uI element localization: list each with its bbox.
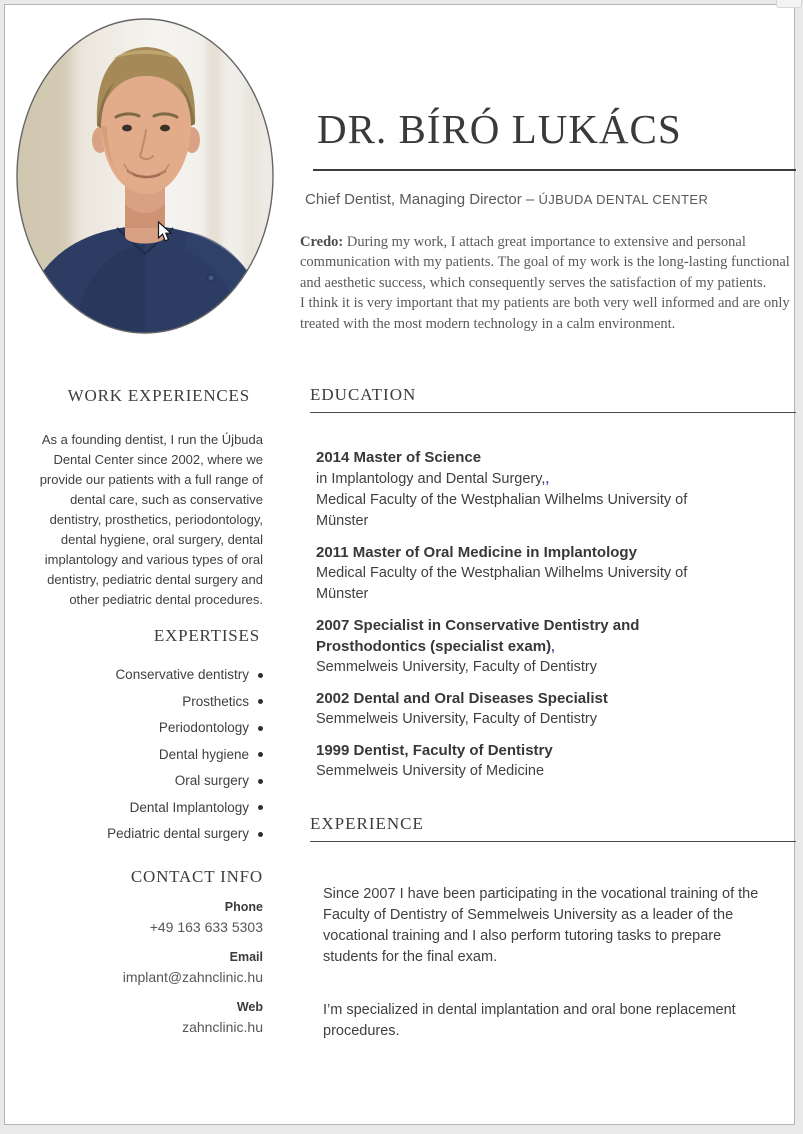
expertise-item bbox=[17, 746, 263, 764]
education-entry bbox=[316, 615, 734, 678]
credo-text-2: I think it is very important that my patients are both very well informed and are only treated with the most modern technology in a calm environment. bbox=[300, 295, 790, 332]
education-entries bbox=[310, 447, 734, 782]
expertise-label: Oral surgery bbox=[174, 773, 249, 788]
experience-divider bbox=[310, 841, 796, 842]
expertise-label: Pediatric dental surgery bbox=[107, 826, 249, 841]
bullet-icon bbox=[258, 673, 263, 678]
expertise-item bbox=[17, 666, 263, 684]
education-entry-detail: Semmelweis University, Faculty of Dentistry bbox=[316, 711, 597, 727]
experience-paragraph: Since 2007 I have been participating in the vocational training of the Faculty of Dentistry of Semmelweis University as a leader of the vocational training and I also perform tutoring tasks to prepare students for the final exam. bbox=[323, 886, 759, 965]
education-divider bbox=[310, 412, 796, 413]
title-divider bbox=[313, 169, 796, 171]
expertise-item bbox=[17, 719, 263, 737]
expertise-label: Dental hygiene bbox=[158, 746, 249, 762]
education-entry-detail: Semmelweis University, Faculty of Dentistry bbox=[316, 659, 597, 675]
education-entry-title: 2007 Specialist in Conservative Dentistry and Prosthodontics (specialist exam), bbox=[316, 617, 640, 655]
bullet-icon bbox=[258, 832, 263, 837]
education-entry-title: 2014 Master of Science bbox=[316, 449, 482, 466]
revision-mark-icon: , bbox=[551, 639, 555, 654]
expertises-heading: EXPERTISES bbox=[153, 626, 260, 645]
expertise-label: Periodontology bbox=[158, 720, 249, 735]
work-experiences-text: As a founding dentist, I run the Újbuda Dental Center since 2002, where we provide our patients with a full range of dental care, such as conservative dentistry, prosthetics, periodontology, dental hygiene, oral surgery, dental implantology and various types of oral dentistry, pediatric dental surgery and other pediatric dental procedures. bbox=[39, 432, 263, 607]
page-title: DR. BÍRÓ LUKÁCS bbox=[317, 106, 682, 152]
education-entry bbox=[316, 688, 734, 730]
expertise-item bbox=[17, 693, 263, 711]
contact-label: Email bbox=[229, 950, 263, 964]
expertise-item bbox=[17, 825, 263, 843]
education-entry bbox=[316, 542, 734, 605]
document-page bbox=[4, 4, 795, 1125]
bullet-icon bbox=[258, 805, 263, 810]
credo-paragraph bbox=[300, 232, 802, 334]
profile-photo bbox=[13, 14, 277, 338]
contact-list bbox=[17, 899, 263, 1039]
mouse-cursor-icon bbox=[157, 221, 174, 244]
expertise-label: Prosthetics bbox=[182, 693, 249, 709]
bullet-icon bbox=[258, 699, 263, 704]
experience-paragraphs bbox=[310, 884, 775, 1042]
education-entry-title: 1999 Dentist, Faculty of Dentistry bbox=[316, 742, 553, 759]
experience-paragraph: I’m specialized in dental implantation and oral bone replacement procedures. bbox=[323, 1002, 736, 1039]
education-entry bbox=[316, 740, 734, 782]
education-entry-title: 2002 Dental and Oral Diseases Specialist bbox=[316, 690, 608, 707]
organization-name: ÚJBUDA DENTAL CENTER bbox=[538, 192, 709, 207]
contact-value: implant@zahnclinic.hu bbox=[122, 969, 263, 985]
main-column bbox=[310, 385, 796, 1074]
contact-info-heading: CONTACT INFO bbox=[130, 867, 263, 886]
contact-label: Web bbox=[236, 1000, 263, 1014]
expertise-label: Dental Implantology bbox=[129, 799, 249, 815]
expertise-item bbox=[17, 799, 263, 817]
education-entry-detail: in Implantology and Dental Surgery,, bbox=[316, 471, 550, 487]
bullet-icon bbox=[258, 752, 263, 757]
scrollbar-corner-tab bbox=[776, 0, 802, 8]
contact-label: Phone bbox=[224, 900, 263, 914]
expertise-label: Conservative dentistry bbox=[115, 667, 249, 682]
education-entry-detail: Medical Faculty of the Westphalian Wilhelms University of Münster bbox=[316, 492, 688, 529]
education-entry-detail: Medical Faculty of the Westphalian Wilhelms University of Münster bbox=[316, 565, 688, 602]
experience-heading: EXPERIENCE bbox=[310, 814, 424, 833]
education-entry bbox=[316, 447, 734, 532]
credo-text-1: During my work, I attach great importance to extensive and personal communication with my patients. The goal of my work is the long-lasting functional and aesthetic success, which consequently serves the satisfaction of my patients. bbox=[300, 234, 790, 291]
sidebar bbox=[17, 386, 263, 1043]
contact-value: +49 163 633 5303 bbox=[149, 919, 263, 935]
education-entry-title: 2011 Master of Oral Medicine in Implantology bbox=[316, 544, 637, 561]
expertise-item bbox=[17, 772, 263, 790]
revision-mark-icon: , bbox=[545, 471, 550, 486]
education-heading: EDUCATION bbox=[310, 385, 417, 404]
bullet-icon bbox=[258, 779, 263, 784]
expertises-list bbox=[17, 666, 263, 843]
bullet-icon bbox=[258, 726, 263, 731]
job-subtitle bbox=[305, 191, 797, 209]
job-role: Chief Dentist, Managing Director – bbox=[305, 191, 539, 208]
contact-value: zahnclinic.hu bbox=[182, 1019, 263, 1035]
education-entry-detail: Semmelweis University of Medicine bbox=[316, 763, 545, 779]
work-experiences-heading: WORK EXPERIENCES bbox=[67, 386, 250, 405]
credo-label: Credo: bbox=[300, 234, 344, 250]
